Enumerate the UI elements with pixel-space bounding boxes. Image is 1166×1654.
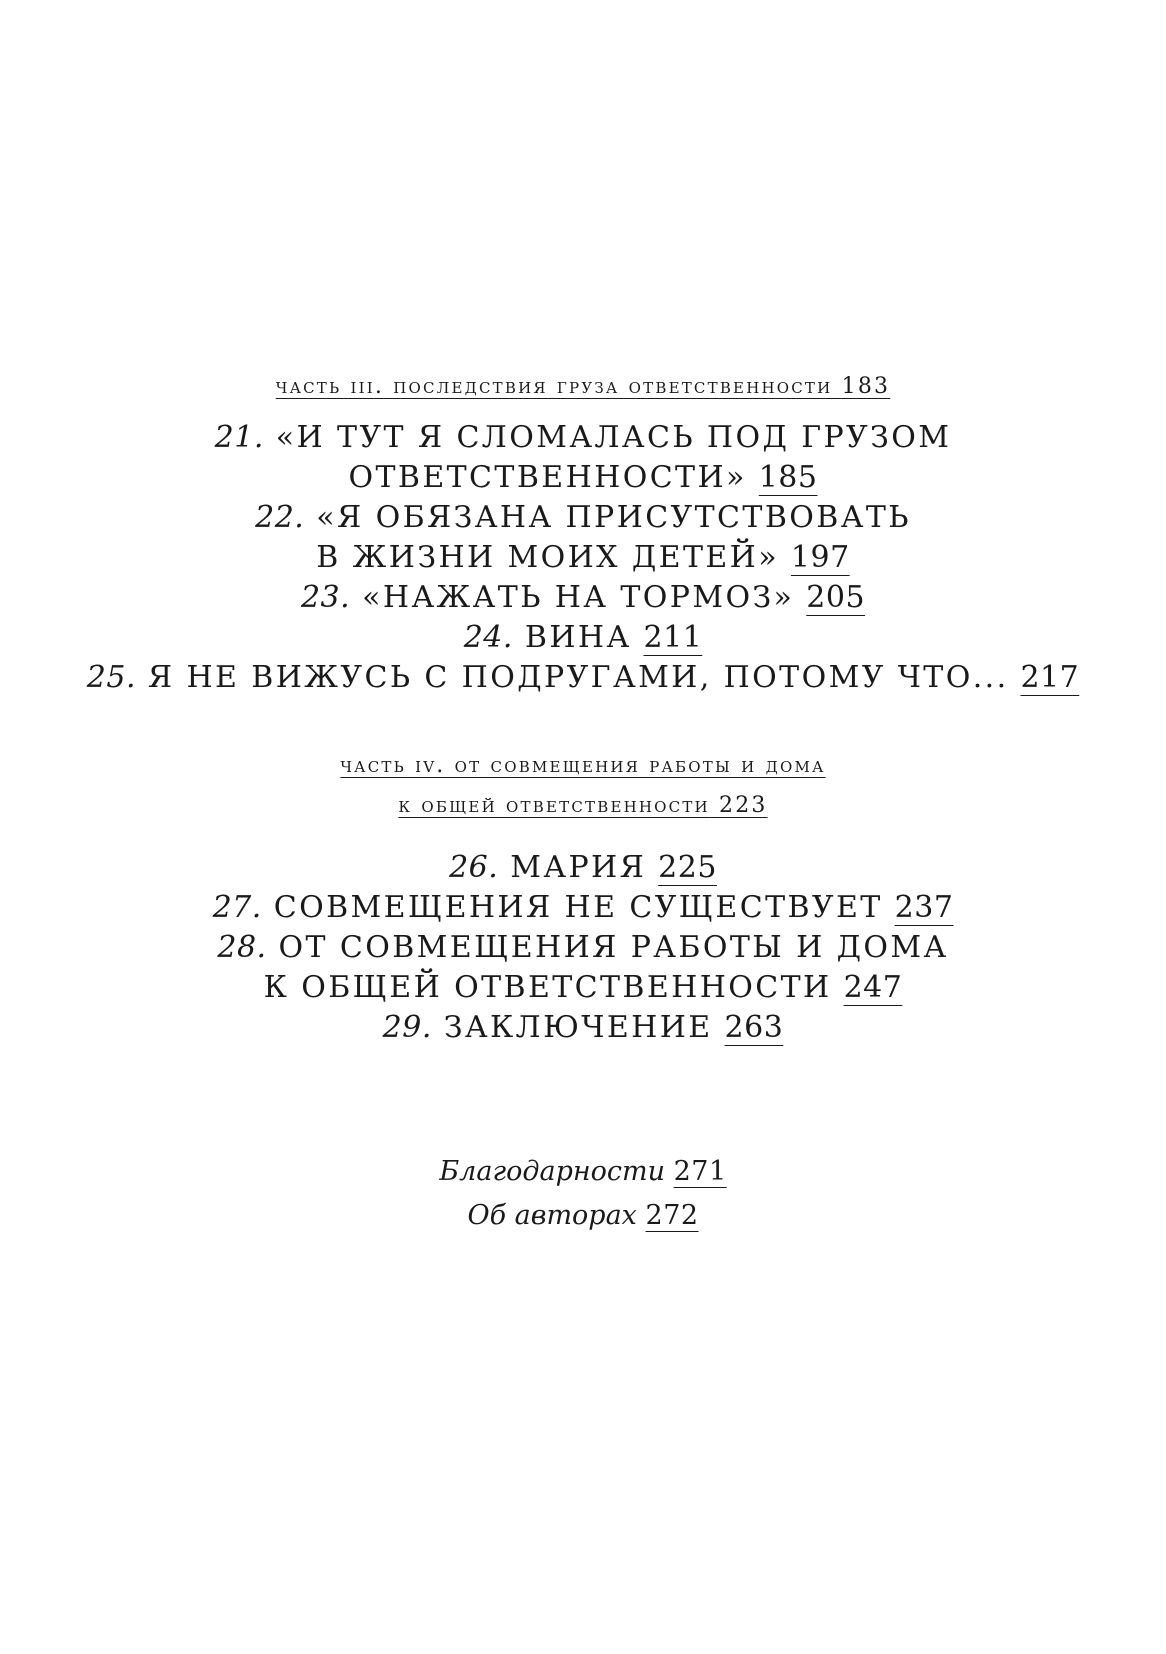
page-number-link[interactable]: 211 <box>643 620 703 655</box>
toc-entry-29[interactable] <box>0 1008 1166 1048</box>
toc-entry-26[interactable] <box>0 848 1166 888</box>
chapter-number: 24. <box>463 620 513 655</box>
chapter-title: ВИНА <box>524 620 632 655</box>
page-number-link[interactable]: 237 <box>894 890 954 925</box>
page-number-link[interactable]: 197 <box>790 540 850 575</box>
toc-entry-22-cont[interactable] <box>0 538 1166 578</box>
chapter-title-line1: «Я ОБЯЗАНА ПРИСУТСТВОВАТЬ <box>316 500 911 535</box>
part4-heading-line1[interactable] <box>0 746 1166 786</box>
chapter-number: 22. <box>255 500 305 535</box>
part3-heading-text: часть iii. последствия груза ответственности <box>275 374 833 399</box>
part4-chapter-list <box>0 848 1166 1048</box>
part3-chapter-list <box>0 418 1166 698</box>
chapter-title-line1: ОТ СОВМЕЩЕНИЯ РАБОТЫ И ДОМА <box>278 930 949 965</box>
chapter-title-line2: К ОБЩЕЙ ОТВЕТСТВЕННОСТИ <box>263 970 832 1005</box>
chapter-title-line1: «И ТУТ Я СЛОМАЛАСЬ ПОД ГРУЗОМ <box>275 420 952 455</box>
part4-block <box>0 746 1166 826</box>
part3-block <box>0 372 1166 402</box>
chapter-title-line2: ОТВЕТСТВЕННОСТИ» <box>348 460 747 495</box>
chapter-title-line2: В ЖИЗНИ МОИХ ДЕТЕЙ» <box>316 540 779 575</box>
page-number-link[interactable]: 247 <box>843 970 903 1005</box>
page-number-link[interactable]: 271 <box>673 1156 727 1187</box>
toc-entry-28-cont[interactable] <box>0 968 1166 1008</box>
part3-page-number: 183 <box>841 374 891 399</box>
chapter-title: ЗАКЛЮЧЕНИЕ <box>443 1010 713 1045</box>
toc-entry-21[interactable] <box>0 418 1166 458</box>
chapter-number: 23. <box>300 580 351 615</box>
backmatter-title: Благодарности <box>439 1156 666 1187</box>
toc-entry-acknowledgements[interactable] <box>0 1150 1166 1194</box>
page-number-link[interactable]: 185 <box>758 460 818 495</box>
toc-entry-24[interactable] <box>0 618 1166 658</box>
chapter-number: 28. <box>217 930 267 965</box>
toc-entry-21-cont[interactable] <box>0 458 1166 498</box>
chapter-title: СОВМЕЩЕНИЯ НЕ СУЩЕСТВУЕТ <box>273 890 883 925</box>
part4-page-number: 223 <box>719 793 768 818</box>
part4-heading-text-line1: часть iv. от совмещения работы и дома <box>340 753 826 778</box>
chapter-number: 25. <box>86 660 136 695</box>
toc-entry-28[interactable] <box>0 928 1166 968</box>
chapter-title: МАРИЯ <box>510 850 647 885</box>
chapter-title: Я НЕ ВИЖУСЬ С ПОДРУГАМИ, ПОТОМУ ЧТО... <box>147 660 1009 695</box>
backmatter-title: Об авторах <box>467 1200 637 1231</box>
page-number-link[interactable]: 225 <box>658 850 717 885</box>
page-number-link[interactable]: 263 <box>724 1010 784 1045</box>
part3-heading[interactable] <box>0 372 1166 402</box>
chapter-number: 27. <box>212 890 262 925</box>
page-number-link[interactable]: 272 <box>645 1200 699 1231</box>
toc-entry-27[interactable] <box>0 888 1166 928</box>
part4-heading-line2[interactable] <box>0 786 1166 826</box>
page-number-link[interactable]: 217 <box>1020 660 1080 695</box>
chapter-number: 26. <box>449 850 499 885</box>
chapter-title: «НАЖАТЬ НА ТОРМОЗ» <box>362 580 795 615</box>
page-number-link[interactable]: 205 <box>806 580 866 615</box>
part4-heading-text-line2: к общей ответственности <box>398 793 710 818</box>
backmatter-list <box>0 1150 1166 1238</box>
chapter-number: 29. <box>382 1010 432 1045</box>
toc-entry-23[interactable] <box>0 578 1166 618</box>
toc-entry-22[interactable] <box>0 498 1166 538</box>
toc-entry-25[interactable] <box>0 658 1166 698</box>
chapter-number: 21. <box>214 420 264 455</box>
toc-entry-about-authors[interactable] <box>0 1194 1166 1238</box>
